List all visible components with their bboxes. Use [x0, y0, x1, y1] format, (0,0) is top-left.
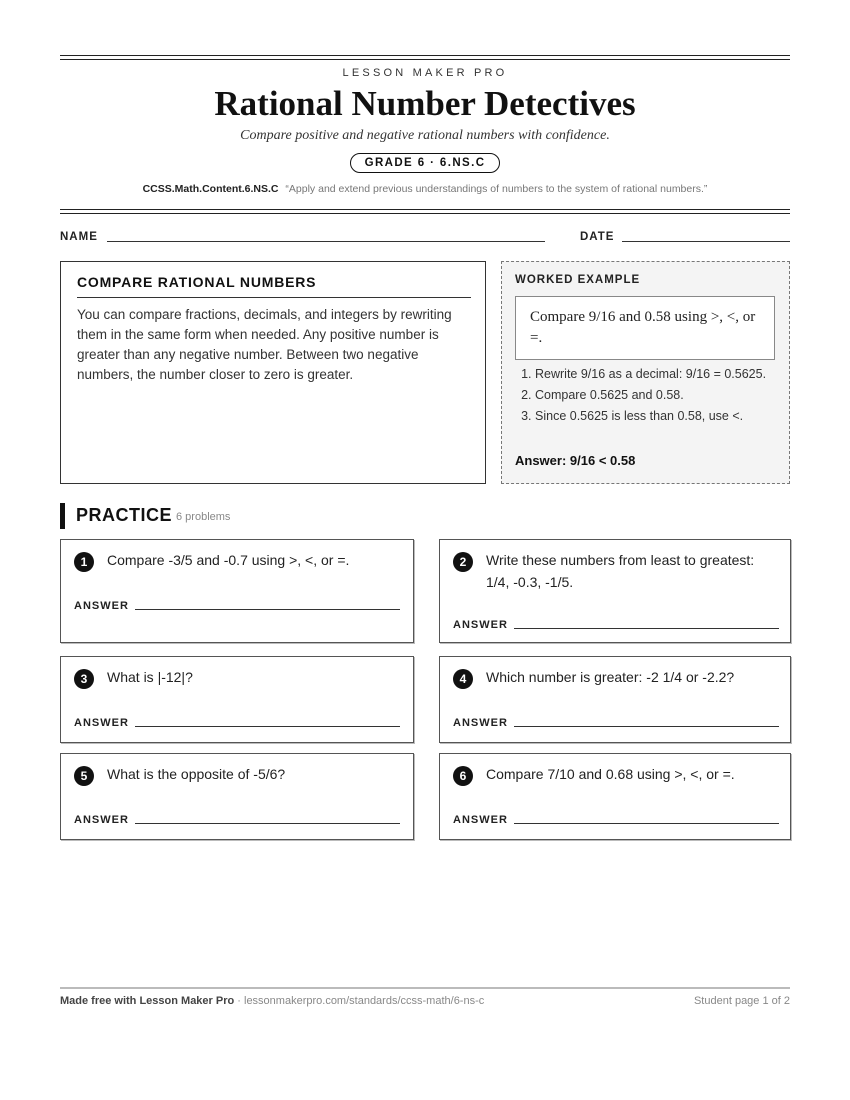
standard-description: “Apply and extend previous understandings of numbers to the system of rational numbers.” — [285, 183, 708, 195]
problem-number-badge: 6 — [453, 766, 473, 786]
answer-line-1[interactable] — [135, 609, 400, 610]
brand-name: LESSON MAKER PRO — [342, 67, 508, 79]
practice-heading: PRACTICE — [76, 505, 173, 525]
problem-number-badge: 1 — [74, 552, 94, 572]
worked-example-steps — [515, 366, 790, 429]
answer-label: ANSWER — [74, 600, 129, 612]
worked-example-step: 1. Rewrite 9/16 as a decimal: 9/16 = 0.5625. — [535, 366, 790, 383]
worked-example-step: 2. Compare 0.5625 and 0.58. — [535, 387, 790, 404]
problem-number-badge: 3 — [74, 669, 94, 689]
page-title: Rational Number Detectives — [214, 84, 636, 123]
problem-text: Compare -3/5 and -0.7 using >, <, or =. — [107, 552, 350, 568]
problem-text: Which number is greater: -2 1/4 or -2.2? — [486, 669, 735, 685]
practice-count: 6 problems — [176, 511, 231, 523]
name-label: NAME — [60, 231, 98, 243]
footer-rule — [60, 987, 790, 989]
header-top-rule — [60, 55, 790, 60]
answer-line-2[interactable] — [514, 628, 779, 629]
page-subtitle: Compare positive and negative rational numbers with confidence. — [240, 128, 610, 143]
concept-title: COMPARE RATIONAL NUMBERS — [77, 274, 471, 298]
concept-box — [60, 261, 486, 484]
problem-text: Compare 7/10 and 0.68 using >, <, or =. — [486, 766, 735, 782]
grade-badge-wrap — [60, 153, 790, 173]
problem-card-5 — [60, 753, 414, 840]
answer-label: ANSWER — [453, 717, 508, 729]
worked-example-answer: Answer: 9/16 < 0.58 — [515, 453, 636, 468]
date-field-line[interactable] — [622, 241, 790, 242]
problem-number-badge: 2 — [453, 552, 473, 572]
problem-card-1 — [60, 539, 414, 643]
footer-url[interactable]: lessonmakerpro.com/standards/ccss-math/6-ns-c — [244, 995, 485, 1007]
worksheet-page — [60, 0, 790, 1100]
header-bottom-rule — [60, 209, 790, 214]
problem-text: Write these numbers from least to greatest: 1/4, -0.3, -1/5. — [486, 552, 755, 590]
problem-card-4 — [439, 656, 791, 743]
problem-number-badge: 5 — [74, 766, 94, 786]
standard-line — [60, 183, 790, 195]
practice-accent-bar — [60, 503, 65, 529]
problem-text: What is |-12|? — [107, 669, 193, 685]
footer-made-with: Made free with Lesson Maker Pro — [60, 995, 235, 1007]
footer-separator: · — [234, 995, 244, 1007]
problem-card-2 — [439, 539, 791, 643]
answer-line-3[interactable] — [135, 726, 400, 727]
worked-example-box — [501, 261, 790, 484]
date-label: DATE — [580, 231, 615, 243]
problem-card-3 — [60, 656, 414, 743]
name-field-line[interactable] — [107, 241, 545, 242]
problem-text: What is the opposite of -5/6? — [107, 766, 286, 782]
answer-line-4[interactable] — [514, 726, 779, 727]
footer-page-number: Student page 1 of 2 — [693, 995, 790, 1007]
problem-number-badge: 4 — [453, 669, 473, 689]
worked-example-question-box — [515, 296, 775, 360]
answer-label: ANSWER — [74, 814, 129, 826]
grade-badge: GRADE 6 · 6.NS.C — [350, 153, 501, 173]
answer-label: ANSWER — [74, 717, 129, 729]
worked-example-title: WORKED EXAMPLE — [515, 274, 641, 286]
answer-label: ANSWER — [453, 619, 508, 631]
worked-example-step: 3. Since 0.5625 is less than 0.58, use <. — [535, 408, 790, 425]
problem-card-6 — [439, 753, 791, 840]
standard-code: CCSS.Math.Content.6.NS.C — [142, 183, 279, 195]
worked-example-question: Compare 9/16 and 0.58 using >, <, or =. — [530, 309, 756, 346]
concept-text: You can compare fractions, decimals, and integers by rewriting them in the same form when needed. Any positive number is greater than any negative number. Between two negative numbers, the number closer to zero is greater. — [77, 307, 452, 382]
answer-line-5[interactable] — [135, 823, 400, 824]
footer-credit — [60, 995, 484, 1007]
answer-line-6[interactable] — [514, 823, 779, 824]
answer-label: ANSWER — [453, 814, 508, 826]
